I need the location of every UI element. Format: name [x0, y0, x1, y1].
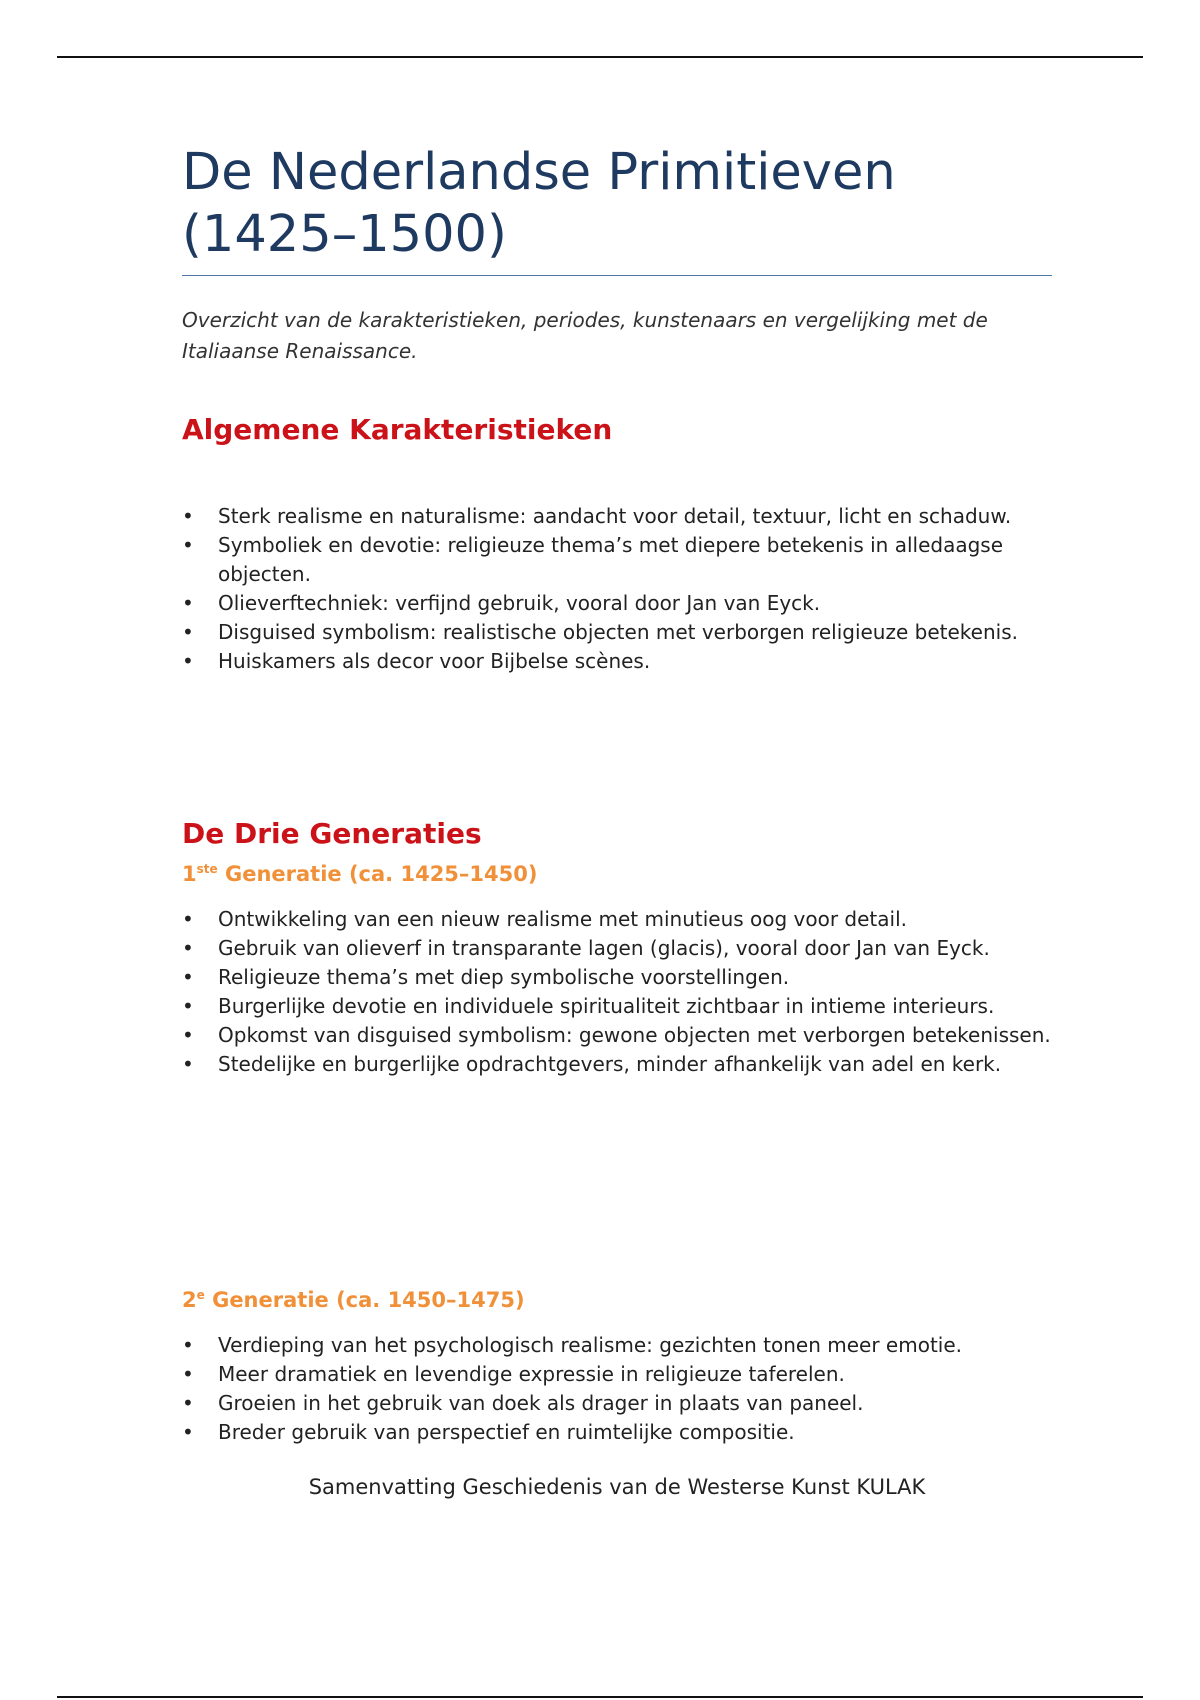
generation-ordinal: e: [196, 1288, 205, 1302]
document-subtitle: Overzicht van de karakteristieken, periodes, kunstenaars en vergelijking met de Italiaanse Renaissance.: [182, 308, 988, 363]
list-generatie-2: [182, 1331, 1052, 1447]
generation-ordinal: ste: [196, 862, 218, 876]
generation-label: Generatie (ca. 1425–1450): [224, 862, 538, 886]
list-item: • Sterk realisme en naturalisme: aandacht voor detail, textuur, licht en schaduw.: [182, 502, 1052, 531]
list-item: • Religieuze thema’s met diep symbolische voorstellingen.: [182, 963, 1052, 992]
list-item: • Meer dramatiek en levendige expressie in religieuze taferelen.: [182, 1360, 1052, 1389]
list-item: • Stedelijke en burgerlijke opdrachtgevers, minder afhankelijk van adel en kerk.: [182, 1050, 1052, 1079]
list-item: • Groeien in het gebruik van doek als drager in plaats van paneel.: [182, 1389, 1052, 1418]
page-footer: Samenvatting Geschiedenis van de Westerse Kunst KULAK: [308, 1475, 926, 1499]
title-line-1: De Nederlandse Primitieven: [182, 143, 896, 202]
list-item: • Ontwikkeling van een nieuw realisme met minutieus oog voor detail.: [182, 905, 1052, 934]
list-item: • Huiskamers als decor voor Bijbelse scènes.: [182, 647, 1052, 676]
list-item: • Verdieping van het psychologisch realisme: gezichten tonen meer emotie.: [182, 1331, 1052, 1360]
list-item: • Gebruik van olieverf in transparante lagen (glacis), vooral door Jan van Eyck.: [182, 934, 1052, 963]
heading-generatie-1: [182, 855, 537, 888]
list-karakteristieken: [182, 502, 1052, 676]
top-rule: [57, 56, 1143, 58]
title-underline: [182, 275, 1052, 276]
list-item: • Olieverftechniek: verfijnd gebruik, vooral door Jan van Eyck.: [182, 589, 1052, 618]
bottom-rule: [57, 1696, 1143, 1698]
heading-generatie-2: [182, 1281, 525, 1314]
heading-karakteristieken: Algemene Karakteristieken: [182, 413, 613, 446]
generation-number: 2: [182, 1288, 197, 1312]
list-item: • Symboliek en devotie: religieuze thema’s met diepere betekenis in alledaagse objecten.: [182, 531, 1052, 589]
list-item: • Breder gebruik van perspectief en ruimtelijke compositie.: [182, 1418, 1052, 1447]
title-line-2: (1425–1500): [182, 205, 507, 264]
list-generatie-1: [182, 905, 1052, 1079]
generation-label: Generatie (ca. 1450–1475): [212, 1288, 525, 1312]
list-item: • Disguised symbolism: realistische objecten met verborgen religieuze betekenis.: [182, 618, 1052, 647]
list-item: • Opkomst van disguised symbolism: gewone objecten met verborgen betekenissen.: [182, 1021, 1052, 1050]
list-item: • Burgerlijke devotie en individuele spiritualiteit zichtbaar in intieme interieurs.: [182, 992, 1052, 1021]
document-title: [182, 142, 1052, 266]
heading-generaties: De Drie Generaties: [182, 817, 482, 850]
generation-number: 1: [182, 862, 197, 886]
